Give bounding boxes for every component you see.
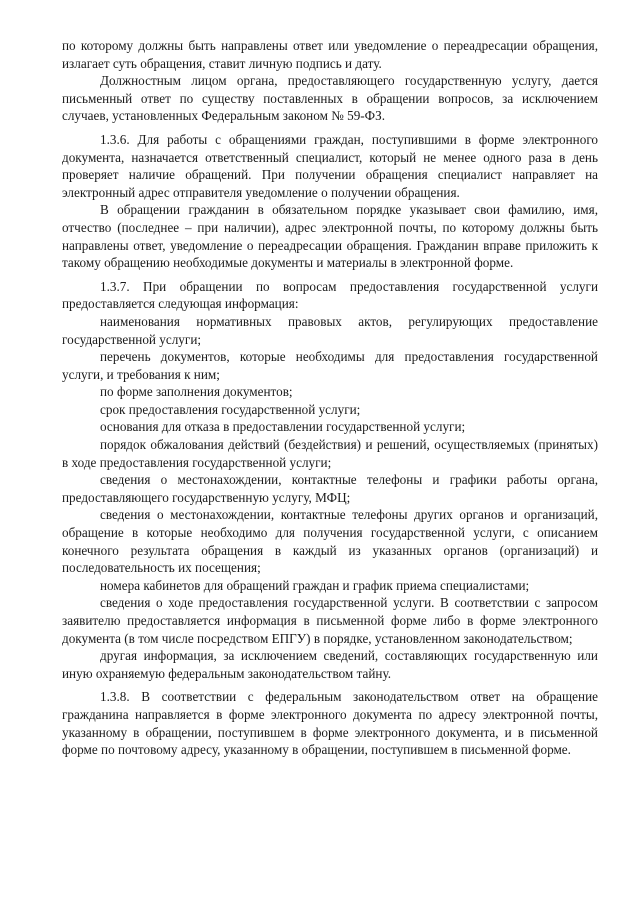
list-item: номера кабинетов для обращений граждан и график приема специалистами; [100, 577, 530, 593]
list-item: основания для отказа в предоставлении государственной услуги; [100, 419, 466, 435]
paragraph-1: по которому должны быть направлены ответ или уведомление о переадресации обращения, излагает суть обращения, ставит личную подпись и дату. [62, 38, 598, 71]
list-item: порядок обжалования действий (бездействия) и решений, осуществляемых (принятых) в ходе предоставления государственной услуги; [62, 437, 598, 470]
paragraph-1-3-6: 1.3.6. Для работы с обращениями граждан, поступившими в форме электронного документа, назначается ответственный специалист, который не менее одного раза в день проверяет наличие обращений. При получении обращения специалист направляет на электронный адрес отправителя уведомление о получении обращения. [62, 131, 598, 200]
list-item: наименования нормативных правовых актов, регулирующих предоставление государственной услуги; [62, 313, 598, 347]
list-item: сведения о ходе предоставления государственной услуги. В соответствии с запросом заявителю предоставляется информация в письменной форме либо в форме электронного документа (в том числе посредством ЕПГУ) в порядке, установленном законодательством; [62, 595, 598, 646]
list-item: другая информация, за исключением сведений, составляющих государственную или иную охраняемую федеральным законодательством тайну. [62, 648, 598, 681]
list-item: перечень документов, которые необходимы для предоставления государственной услуги, и требования к ним; [62, 349, 598, 382]
paragraph-2: Должностным лицом органа, предоставляющего государственную услугу, дается письменный ответ по существу поставленных в обращении вопросов, за исключением случаев, установленных Федеральным законом № 59-ФЗ. [62, 73, 598, 124]
list-item: срок предоставления государственной услуги; [100, 401, 361, 417]
paragraph-1-3-7: 1.3.7. При обращении по вопросам предоставления государственной услуги предоставляется следующая информация: [62, 278, 598, 312]
list-item: сведения о местонахождении, контактные телефоны других органов и организаций, обращение в которые необходимо для получения государственной услуги, с описанием конечного результата обращения в каждый из указанных органов (организаций) и последовательность их посещения; [62, 507, 598, 576]
paragraph-1-3-8: 1.3.8. В соответствии с федеральным законодательством ответ на обращение гражданина направляется в форме электронного документа по адресу электронной почты, указанному в обращении, поступившем в форме электронного документа, и в письменной форме по почтовому адресу, указанному в обращении, поступившем в письменной форме. [62, 689, 598, 758]
list-item: сведения о местонахождении, контактные телефоны и графики работы органа, предоставляющего государственную услугу, МФЦ; [62, 472, 598, 505]
list-item: по форме заполнения документов; [100, 384, 293, 400]
paragraph-4: В обращении гражданин в обязательном порядке указывает свои фамилию, имя, отчество (последнее – при наличии), адрес электронной почты, по которому должны быть направлены ответ, уведомление о переадресации обращения. Гражданин вправе приложить к такому обращению необходимые документы и материалы в электронной форме. [62, 202, 598, 271]
